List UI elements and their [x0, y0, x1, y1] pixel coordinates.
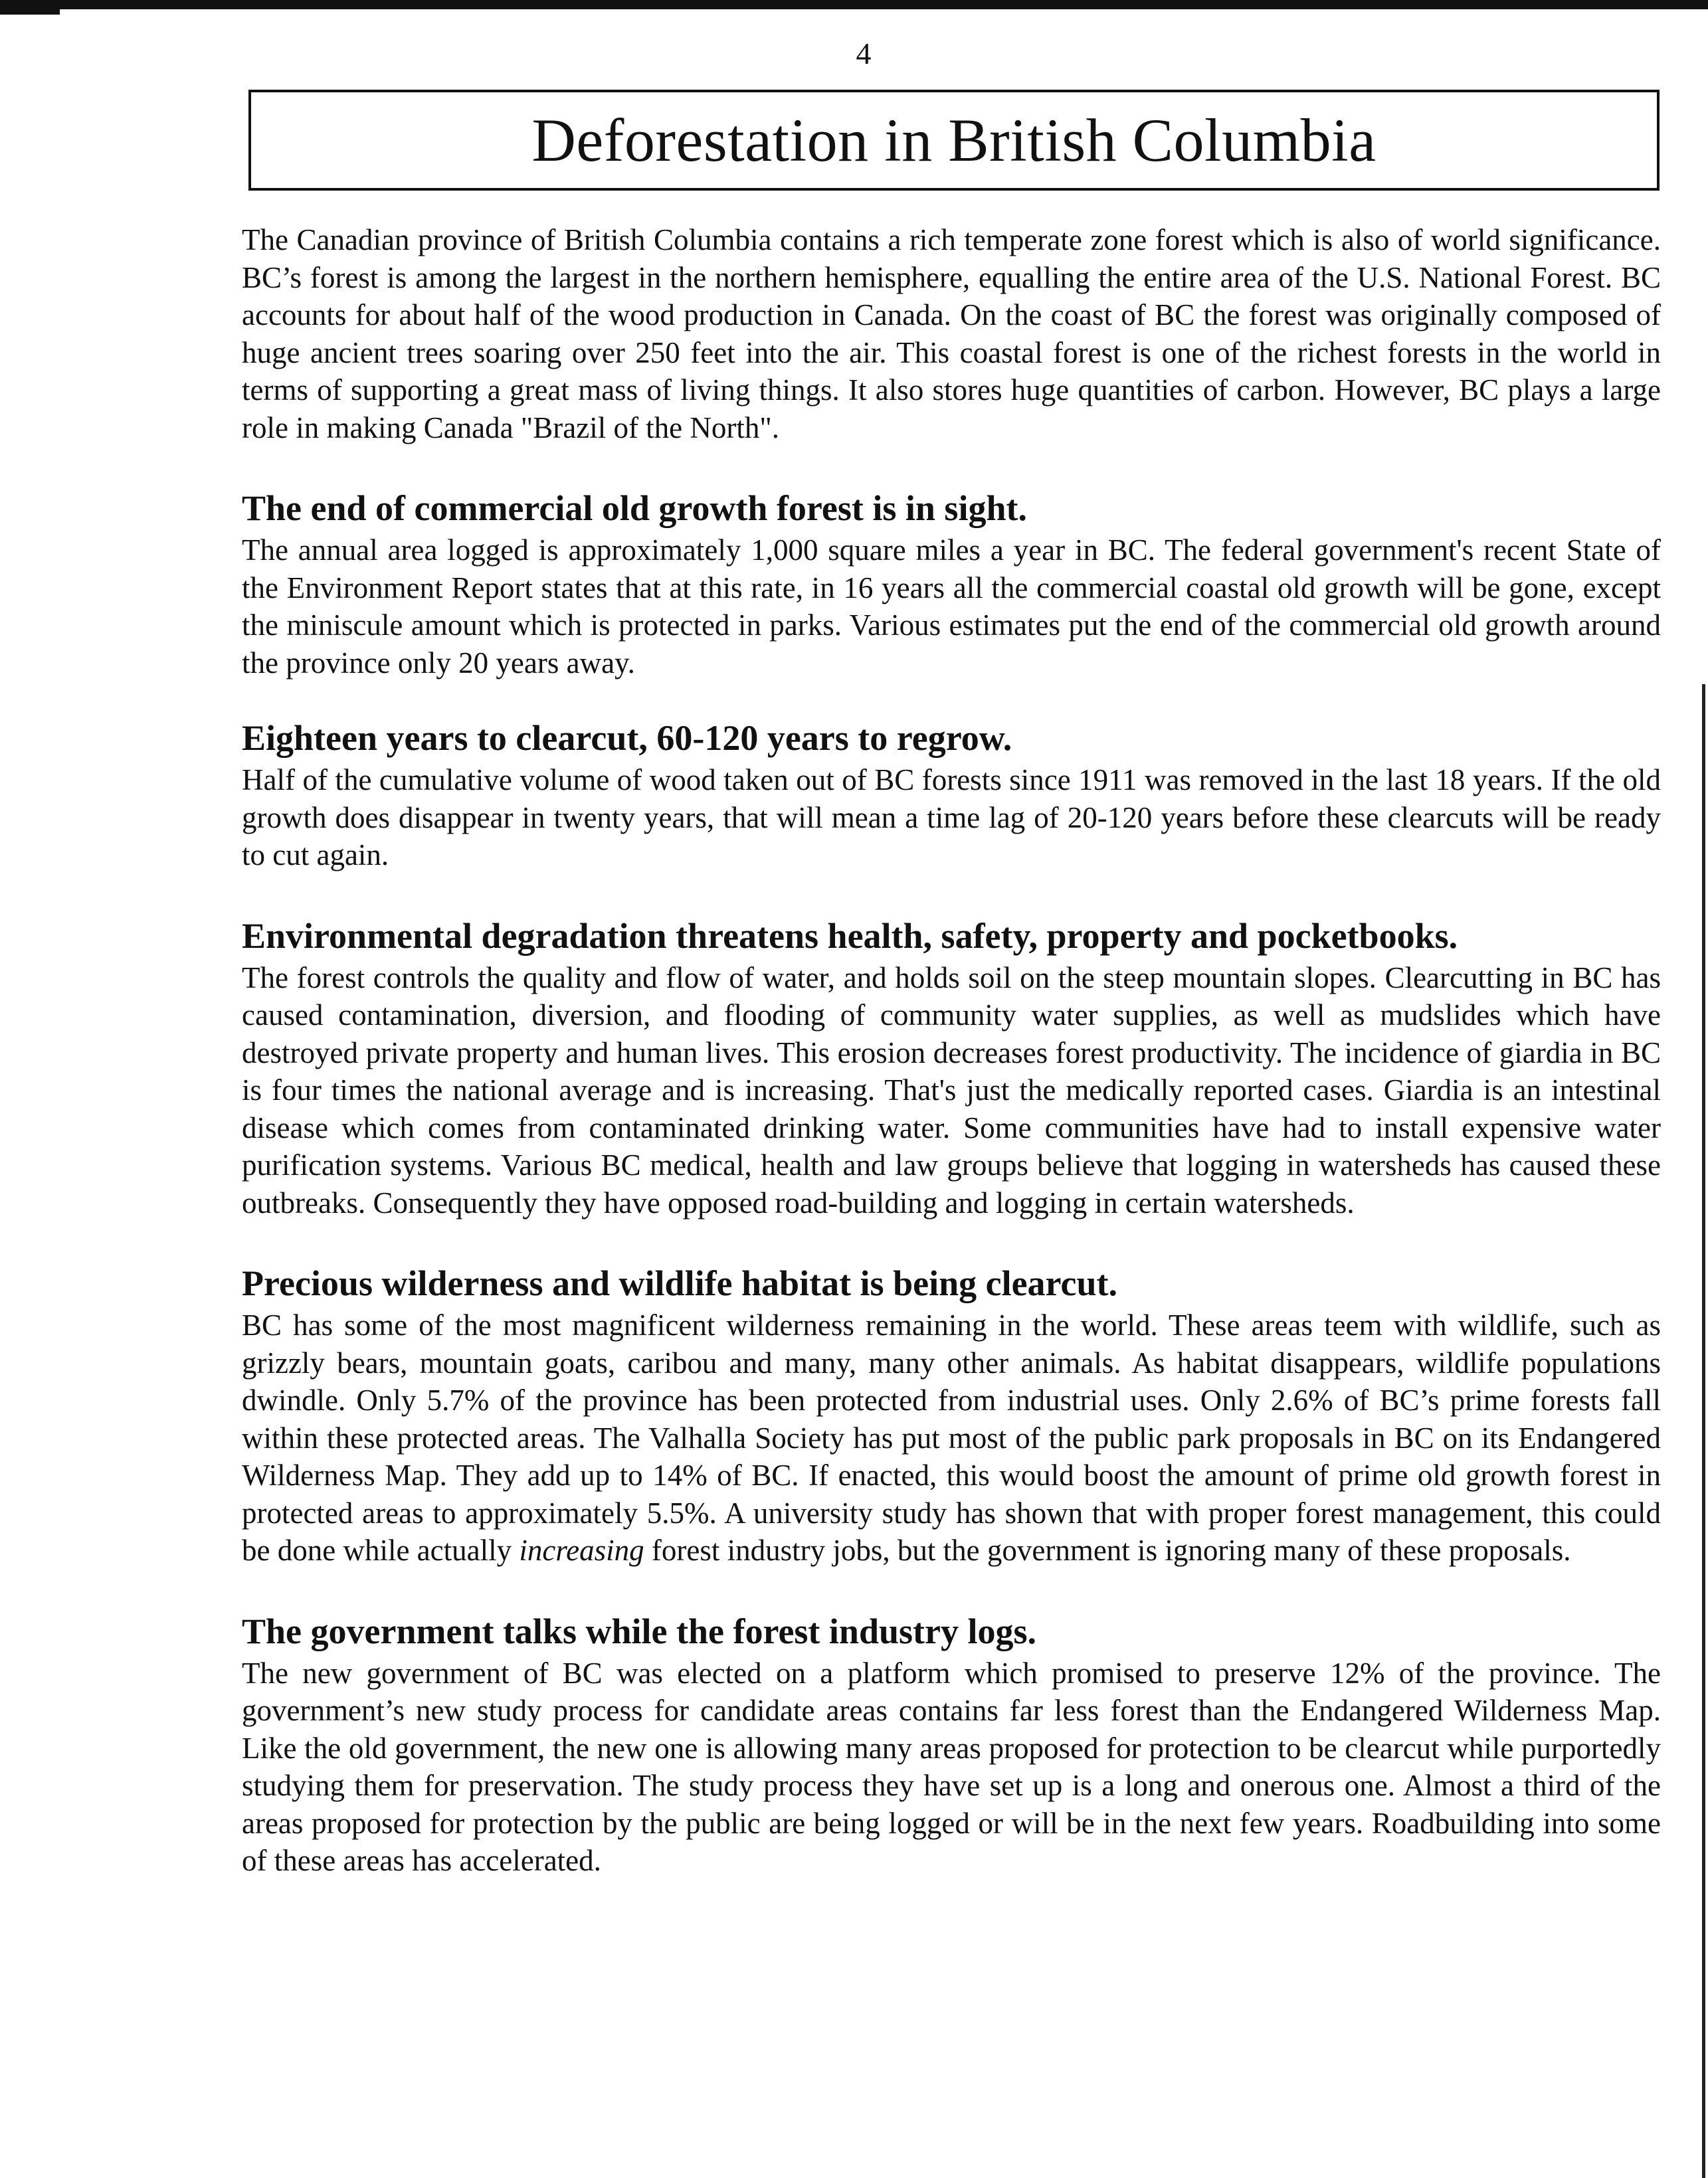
section-heading: Precious wilderness and wildlife habitat is being clearcut. — [242, 1263, 1118, 1303]
top-border-rule — [0, 0, 1708, 9]
section-body-text: forest industry jobs, but the government is ignoring many of these proposals. — [644, 1534, 1571, 1567]
section-old-growth — [242, 486, 1661, 681]
emphasized-word: increasing — [519, 1534, 644, 1567]
section-body: The annual area logged is approximately 1,000 square miles a year in BC. The federal government's recent State of the Environment Report states that at this rate, in 16 years all the commercial coastal old growth will be gone, except the miniscule amount which is protected in parks. Various estimates put the end of the commercial old growth around the province only 20 years away. — [242, 533, 1661, 680]
section-environmental-degradation — [242, 914, 1661, 1222]
section-body: The forest controls the quality and flow of water, and holds soil on the steep mountain slopes. Clearcutting in BC has caused contamination, diversion, and flooding of community water supplies, as well as mudslides which have destroyed private property and human lives. This erosion decreases forest productivity. The incidence of giardia in BC is four times the national average and is increasing. That's just the medically reported cases. Giardia is an intestinal disease which comes from contaminated drinking water. Some communities have had to install expensive water purification systems. Various BC medical, health and law groups believe that logging in watersheds has caused these outbreaks. Consequently they have opposed road-building and logging in certain watersheds. — [242, 960, 1661, 1220]
section-regrowth — [242, 716, 1661, 874]
section-body — [242, 1307, 1661, 1570]
top-left-border-mark — [0, 0, 60, 15]
section-body: The new government of BC was elected on a platform which promised to preserve 12% of the province. The government’s new study process for candidate areas contains far less forest than the Endangered Wilderness Map. Like the old government, the new one is allowing many areas proposed for protection to be clearcut while purportedly studying them for preservation. The study process they have set up is a long and onerous one. Almost a third of the areas proposed for protection by the public are being logged or will be in the next few years. Roadbuilding into some of these areas has accelerated. — [242, 1656, 1661, 1877]
section-body: Half of the cumulative volume of wood taken out of BC forests since 1911 was removed in the last 18 years. If the old growth does disappear in twenty years, that will mean a time lag of 20-120 years before these clearcuts will be ready to cut again. — [242, 763, 1661, 871]
section-heading: Eighteen years to clearcut, 60-120 years to regrow. — [242, 718, 1012, 758]
section-government — [242, 1609, 1661, 1880]
section-wilderness-habitat — [242, 1261, 1661, 1570]
section-heading: The government talks while the forest industry logs. — [242, 1611, 1036, 1651]
page-title: Deforestation in British Columbia — [531, 106, 1376, 174]
intro-paragraph: The Canadian province of British Columbia contains a rich temperate zone forest which is also of world significance. BC’s forest is among the largest in the northern hemisphere, equalling the entire area of the U.S. National Forest. BC accounts for about half of the wood production in Canada. On the coast of BC the forest was originally composed of huge ancient trees soaring over 250 feet into the air. This coastal forest is one of the richest forests in the world in terms of supporting a great mass of living things. It also stores huge quantities of carbon. However, BC plays a large role in making Canada "Brazil of the North". — [242, 223, 1661, 444]
title-box — [248, 90, 1660, 191]
article-body — [242, 221, 1661, 1880]
page-number: 4 — [856, 37, 872, 70]
section-heading: Environmental degradation threatens health, safety, property and pocketbooks. — [242, 915, 1458, 956]
right-margin-rule — [1702, 684, 1705, 2178]
section-heading: The end of commercial old growth forest is in sight. — [242, 488, 1027, 528]
section-body-text: BC has some of the most magnificent wilderness remaining in the world. These areas teem with wildlife, such as grizzly bears, mountain goats, caribou and many, many other animals. As habitat disappears, wildlife populations dwindle. Only 5.7% of the province has been protected from industrial uses. Only 2.6% of BC’s prime forests fall within these protected areas. The Valhalla Society has put most of the public park proposals in BC on its Endangered Wilderness Map. They add up to 14% of BC. If enacted, this would boost the amount of prime old growth forest in protected areas to approximately 5.5%. A university study has shown that with proper forest management, this could be done while actually — [242, 1309, 1661, 1567]
